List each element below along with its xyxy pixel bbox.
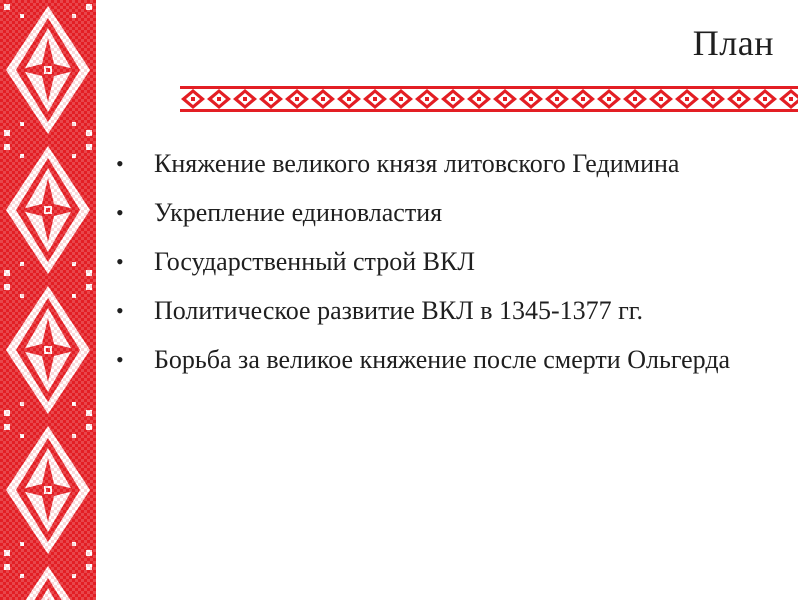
- bullet-icon: •: [116, 200, 124, 225]
- list-item: [114, 342, 754, 378]
- bullet-icon: •: [116, 249, 124, 274]
- bullet-icon: •: [116, 151, 124, 176]
- list-item: [114, 195, 754, 231]
- bullet-icon: •: [116, 347, 124, 372]
- list-item-text: Политическое развитие ВКЛ в 1345-1377 гг.: [154, 296, 644, 325]
- list-item-text: Государственный строй ВКЛ: [154, 247, 475, 276]
- list-item: [114, 293, 754, 329]
- list-item: [114, 146, 754, 182]
- list-item-text: Укрепление единовластия: [154, 198, 443, 227]
- list-item-text: Борьба за великое княжение после смерти Ольгерда: [154, 345, 731, 374]
- list-item-text: Княжение великого князя литовского Гедимина: [154, 149, 680, 178]
- title-ornament-band: [180, 86, 798, 112]
- slide-title: План: [692, 23, 774, 63]
- list-item: [114, 244, 754, 280]
- left-ornament-border: [0, 0, 96, 600]
- bullet-icon: •: [116, 298, 124, 323]
- plan-list: [114, 146, 754, 391]
